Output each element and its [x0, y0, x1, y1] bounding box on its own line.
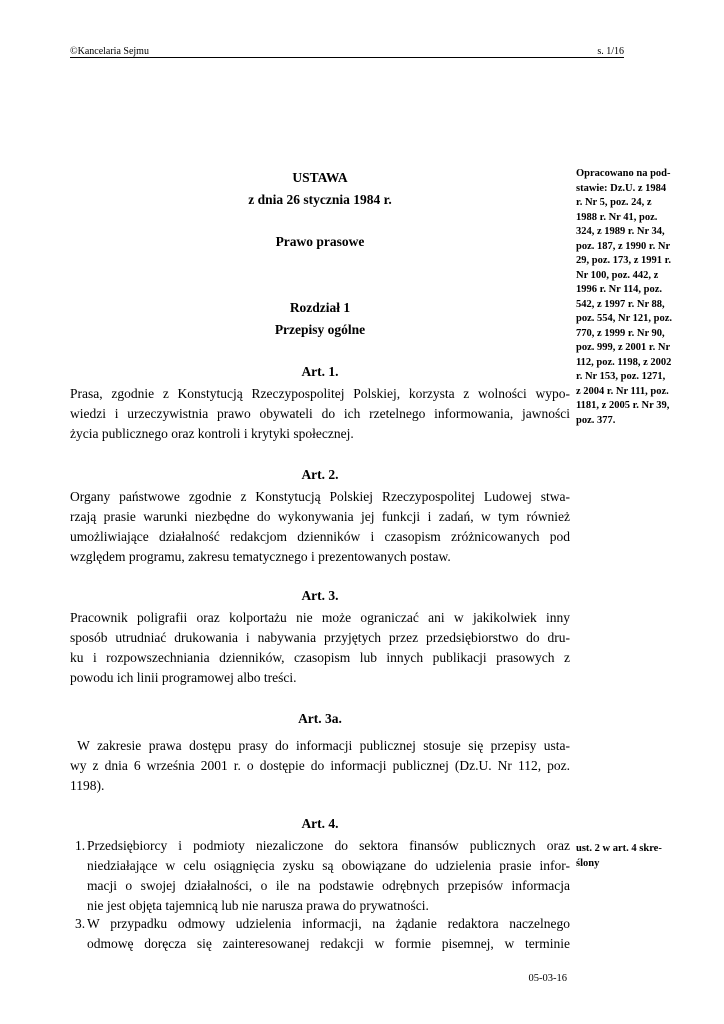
text-line: niedziałające w celu osiągnięcia zysku są obowiązane do udzielenia prasie infor- [87, 858, 570, 873]
item-number: 1. [75, 838, 86, 853]
act-name: Prawo prasowe [275, 234, 365, 249]
text-line: sposób utrudniać drukowania i nabywania przyjętych przez przedsiębiorstwo do dru- [70, 630, 570, 645]
text-line: względem programu, zakresu tematycznego i prezentowanych postaw. [70, 549, 451, 564]
text-line: powodu ich linii programowej albo treści. [70, 670, 297, 685]
item-number: 3. [75, 916, 86, 931]
text-line: W zakresie prawa dostępu prasy do informacji publicznej stosuje się przepisy usta- [70, 738, 570, 753]
text-line: ku i rozpowszechniania dzienników, czasopism lub innych publikacji prasowych z [70, 650, 570, 665]
header-publisher: ©Kancelaria Sejmu [70, 46, 149, 57]
article-3-text [70, 608, 570, 688]
text-line: Przedsiębiorcy i podmioty niezaliczone do sektora finansów publicznych oraz [87, 838, 570, 853]
header-page-number: s. 1/16 [597, 46, 624, 57]
article-4-item-1 [75, 836, 570, 916]
text-line: odmowę doręcza się zainteresowanej redakcji w formie pisemnej, w terminie [87, 936, 570, 951]
item-text [87, 914, 570, 954]
text-line: wy z dnia 6 września 2001 r. o dostępie do informacji publicznej (Dz.U. Nr 112, poz. [70, 758, 570, 773]
article-2-heading: Art. 2. [301, 467, 339, 482]
text-line: nie jest objęta tajemnicą lub nie narusza prawa do prywatności. [87, 898, 429, 913]
text-line: W przypadku odmowy udzielenia informacji, na żądanie redaktora naczelnego [87, 916, 570, 931]
text-line: Pracownik poligrafii oraz kolportażu nie może ograniczać ani w jakikolwiek inny [70, 610, 570, 625]
text-line: Prasa, zgodnie z Konstytucją Rzeczypospolitej Polskiej, korzysta z wolności wypo- [70, 386, 570, 401]
article-4-heading: Art. 4. [301, 816, 339, 831]
article-1-text [70, 384, 570, 444]
text-line: rzają prasie warunki niezbędne do wykonywania jej funkcji i zadań, w tym również [70, 509, 570, 524]
act-title: USTAWA [292, 170, 348, 185]
article-3a-heading: Art. 3a. [298, 711, 342, 726]
text-line: życia publicznego oraz kontroli i krytyki społecznej. [70, 426, 354, 441]
act-date: z dnia 26 stycznia 1984 r. [248, 192, 392, 207]
article-2-text [70, 487, 570, 567]
text-line: umożliwiające działalność redakcjom dzienników i czasopism zróżnicowanych pod [70, 529, 570, 544]
source-note: Opracowano na pod- stawie: Dz.U. z 1984 r. Nr 5, poz. 24, z 1988 r. Nr 41, poz. 324, z 1989 r. Nr 34, poz. 187, z 1990 r. Nr 29, poz. 173, z 1991 r. Nr 100, poz. 442, z 1996 r. Nr 114, poz. 542, z 1997 r. Nr 88, poz. 554, Nr 121, poz. 770, z 1999 r. Nr 90, poz. 999, z 2001 r. Nr 112, poz. 1198, z 2002 r. Nr 153, poz. 1271, z 2004 r. Nr 111, poz. 1181, z 2005 r. Nr 39, poz. 377. [576, 168, 673, 426]
article-4-item-3 [75, 914, 570, 954]
article-3-heading: Art. 3. [301, 588, 339, 603]
text-line: 1198). [70, 778, 105, 793]
text-line: macji o swojej działalności, o ile na podstawie odrębnych przepisów informacja [87, 878, 570, 893]
article-3a-text [70, 736, 570, 796]
article-1-heading: Art. 1. [301, 364, 339, 379]
item-text [87, 836, 570, 916]
article-4-side-note: ust. 2 w art. 4 skre- ślony [576, 843, 662, 869]
text-line: Organy państwowe zgodnie z Konstytucją Polskiej Rzeczypospolitej Ludowej stwa- [70, 489, 570, 504]
text-line: wiedzi i urzeczywistnia prawo obywateli do ich rzetelnego informowania, jawności [70, 406, 570, 421]
footer-date: 05-03-16 [528, 973, 567, 984]
chapter-number: Rozdział 1 [289, 300, 351, 315]
chapter-title: Przepisy ogólne [274, 322, 366, 337]
header-rule [70, 57, 624, 58]
